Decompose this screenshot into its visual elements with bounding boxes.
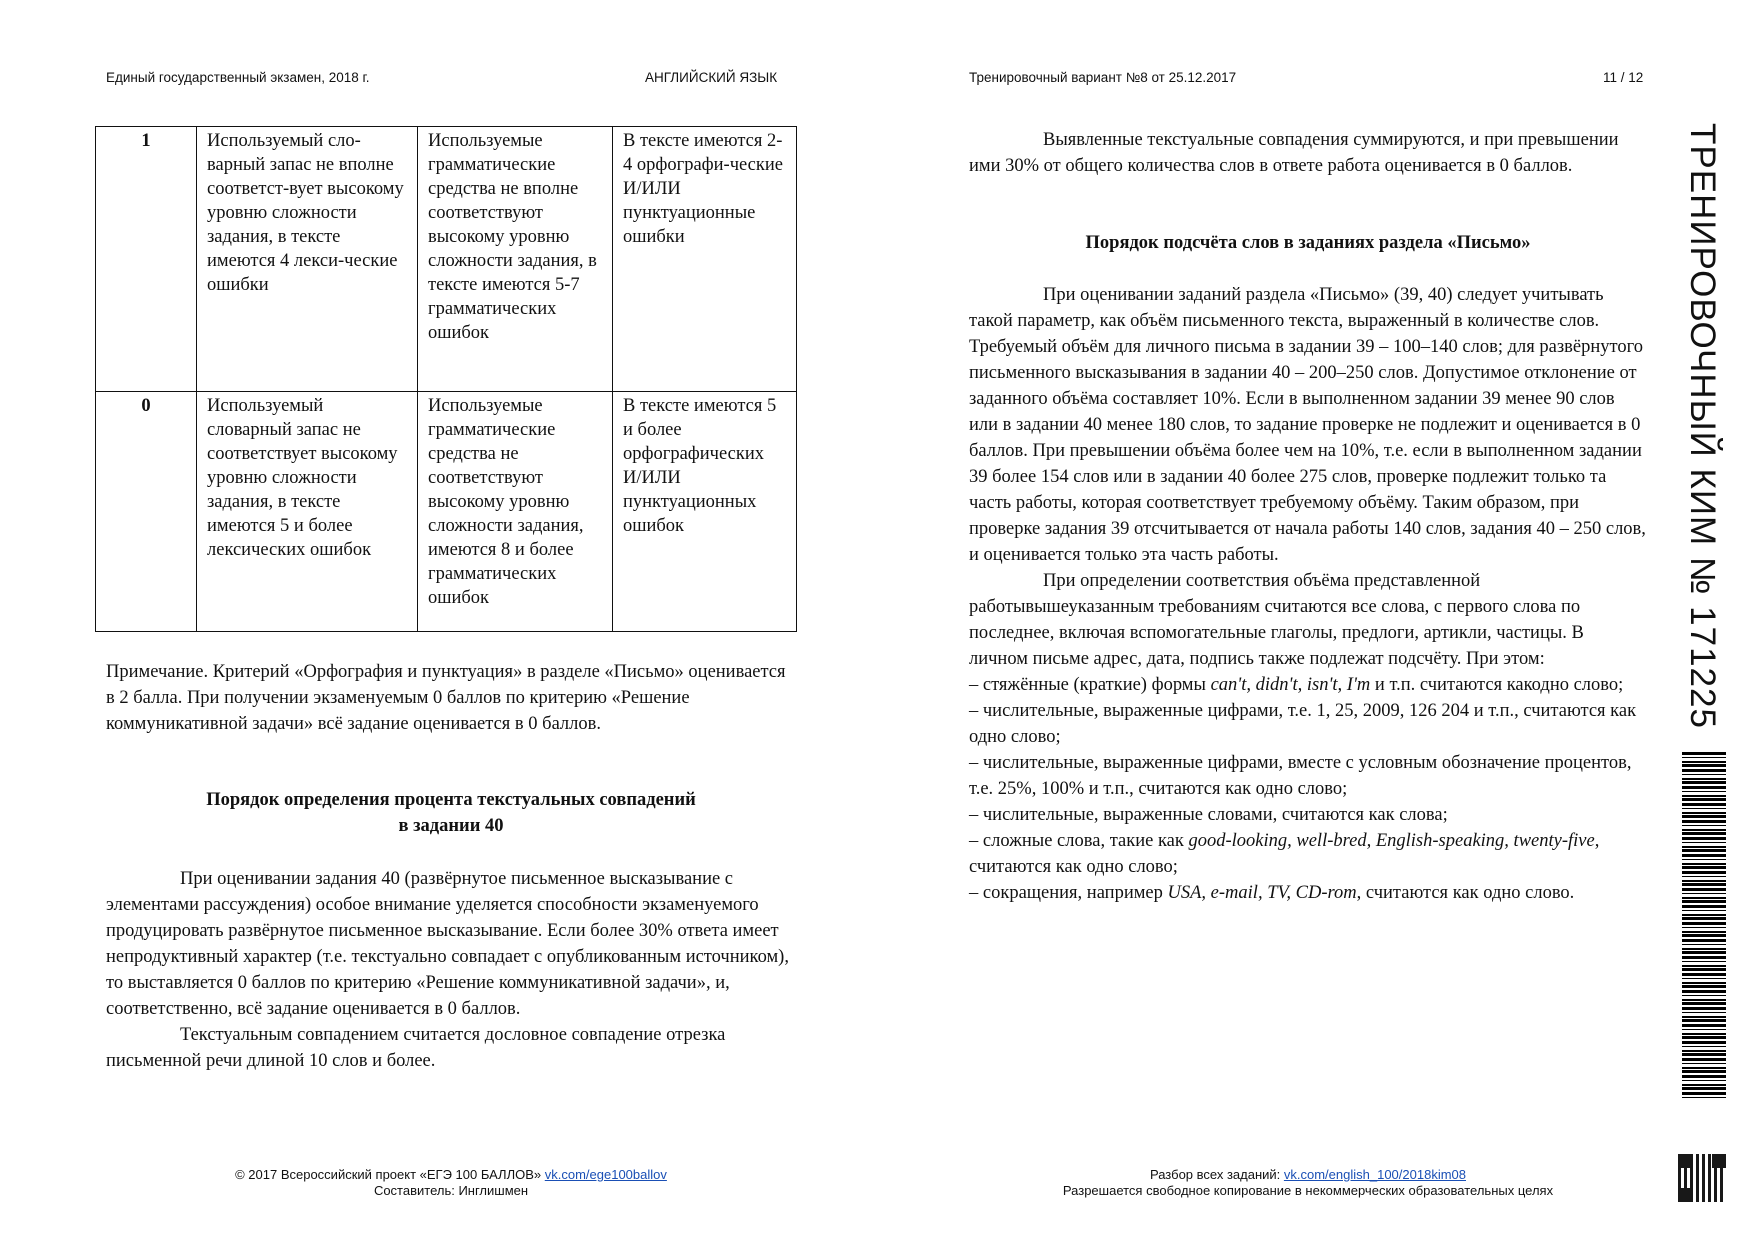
spelling-cell: В тексте имеются 5 и более орфографических И/ИЛИ пунктуационных ошибок	[613, 392, 797, 632]
footer-author: Составитель: Инглишмен	[373, 1183, 529, 1198]
note-text: Примечание. Критерий «Орфография и пунктуация» в разделе «Письмо» оценивается в 2 балла. При получении экзаменуемым 0 баллов по критерию «Решение коммуникативной задачи» всё задание оценивается в 0 баллов.	[106, 662, 786, 734]
qr-code-icon	[1678, 1154, 1726, 1202]
paragraph: При определении соответствия объёма представленной работывышеуказанным требованиям считаются все слова, с первого слова по последнее, включая вспомогательные глаголы, предлоги, артикли, частицы. В личном письме адрес, дата, подпись также подлежат подсчёту. При этом:	[969, 571, 1584, 669]
table-row	[96, 392, 797, 632]
score-cell: 1	[96, 127, 197, 392]
header-exam-title: Единый государственный экзамен, 2018 г.	[106, 70, 370, 85]
criteria-table	[95, 126, 797, 632]
bullet-item: – стяжённые (краткие) формы can't, didn't, isn't, I'm и т.п. считаются какодно слово;	[969, 675, 1624, 695]
left-note-block	[106, 659, 796, 737]
footer-vk-link[interactable]: vk.com/ege100ballov	[544, 1167, 667, 1182]
footer-analysis-label: Разбор всех заданий:	[1149, 1167, 1284, 1182]
right-body	[969, 282, 1647, 906]
footer-license: Разрешается свободное копирование в некоммерческих образовательных целях	[1062, 1183, 1554, 1198]
vocabulary-cell: Используемый словарный запас не соответствует высокому уровню сложности задания, в тексте имеются 5 и более лексических ошибок	[197, 392, 418, 632]
footer-copyright: © 2017 Всероссийский проект «ЕГЭ 100 БАЛЛОВ»	[235, 1167, 545, 1182]
score-cell: 0	[96, 392, 197, 632]
paragraph: При оценивании задания 40 (развёрнутое письменное высказывание с элементами рассуждения) особое внимание уделяется способности экзаменуемого продуцировать развёрнутое письменное высказывание. Если более 30% ответа имеет непродуктивный характер (т.е. текстуально совпадает с опубликованным источником), то выставляется 0 баллов по критерию «Решение коммуникативной задачи», и, соответственно, всё задание оценивается в 0 баллов.	[106, 869, 789, 1019]
heading-line: Порядок определения процента текстуальных совпадений	[206, 790, 696, 810]
bullet-item: – сокращения, например USA, e-mail, TV, CD-rom, считаются как одно слово.	[969, 883, 1575, 903]
header-subject: АНГЛИЙСКИЙ ЯЗЫК	[645, 70, 778, 85]
footer-left	[106, 1167, 796, 1199]
footer-right	[969, 1167, 1647, 1199]
vertical-variant-label: ТРЕНИРОВОЧНЫЙ КИМ № 171225	[1683, 123, 1722, 729]
grammar-cell: Используемые грамматические средства не соответствуют высокому уровню сложности задания, имеются 8 и более грамматических ошибок	[418, 392, 613, 632]
bullet-item: – числительные, выраженные цифрами, т.е. 1, 25, 2009, 126 204 и т.п., считаются как одно слово;	[969, 701, 1637, 747]
footer-analysis-link[interactable]: vk.com/english_100/2018kim08	[1283, 1167, 1466, 1182]
spelling-cell: В тексте имеются 2-4 орфографи-ческие И/ИЛИ пунктуационные ошибки	[613, 127, 797, 392]
table-row	[96, 127, 797, 392]
bullet-item: – числительные, выраженные словами, считаются как слова;	[969, 805, 1448, 825]
paragraph: Выявленные текстуальные совпадения суммируются, и при превышении ими 30% от общего количества слов в ответе работа оценивается в 0 баллов.	[969, 130, 1619, 176]
header-page-number: 11 / 12	[1603, 70, 1644, 85]
barcode-icon	[1682, 752, 1726, 1098]
left-heading	[106, 787, 796, 839]
header-variant: Тренировочный вариант №8 от 25.12.2017	[969, 70, 1237, 85]
bullet-item: – сложные слова, такие как good-looking, well-bred, English-speaking, twenty-five, считаются как одно слово;	[969, 831, 1600, 877]
right-body-top	[969, 127, 1647, 179]
grammar-cell: Используемые грамматические средства не вполне соответствуют высокому уровню сложности задания, в тексте имеются 5-7 грамматических ошибок	[418, 127, 613, 392]
bullet-item: – числительные, выраженные цифрами, вместе с условным обозначение процентов, т.е. 25%, 100% и т.п., считаются как одно слово;	[969, 753, 1632, 799]
right-heading: Порядок подсчёта слов в заданиях раздела «Письмо»	[1085, 233, 1531, 253]
left-body	[106, 866, 796, 1074]
heading-line: в задании 40	[398, 816, 504, 836]
paragraph: Текстуальным совпадением считается дословное совпадение отрезка письменной речи длиной 10 слов и более.	[106, 1025, 726, 1071]
vocabulary-cell: Используемый сло-варный запас не вполне соответст-вует высокому уровню сложности задания, в тексте имеются 4 лекси-ческие ошибки	[197, 127, 418, 392]
paragraph: При оценивании заданий раздела «Письмо» (39, 40) следует учитывать такой параметр, как объём письменного текста, выраженный в количестве слов. Требуемый объём для личного письма в задании 39 – 100–140 слов; для развёрнутого письменного высказывания в задании 40 – 200–250 слов. Допустимое отклонение от заданного объёма составляет 10%. Если в выполненном задании 39 менее 90 слов или в задании 40 менее 180 слов, то задание проверке не подлежит и оценивается в 0 баллов. При превышении объёма более чем на 10%, т.е. если в выполненном задании 39 более 154 слов или в задании 40 более 275 слов, проверке подлежит только та часть работы, которая соответствует требуемому объёму. Таким образом, при проверке задания 39 отсчитывается от начала работы 140 слов, задания 40 – 250 слов, и оценивается только эта часть работы.	[969, 285, 1646, 565]
